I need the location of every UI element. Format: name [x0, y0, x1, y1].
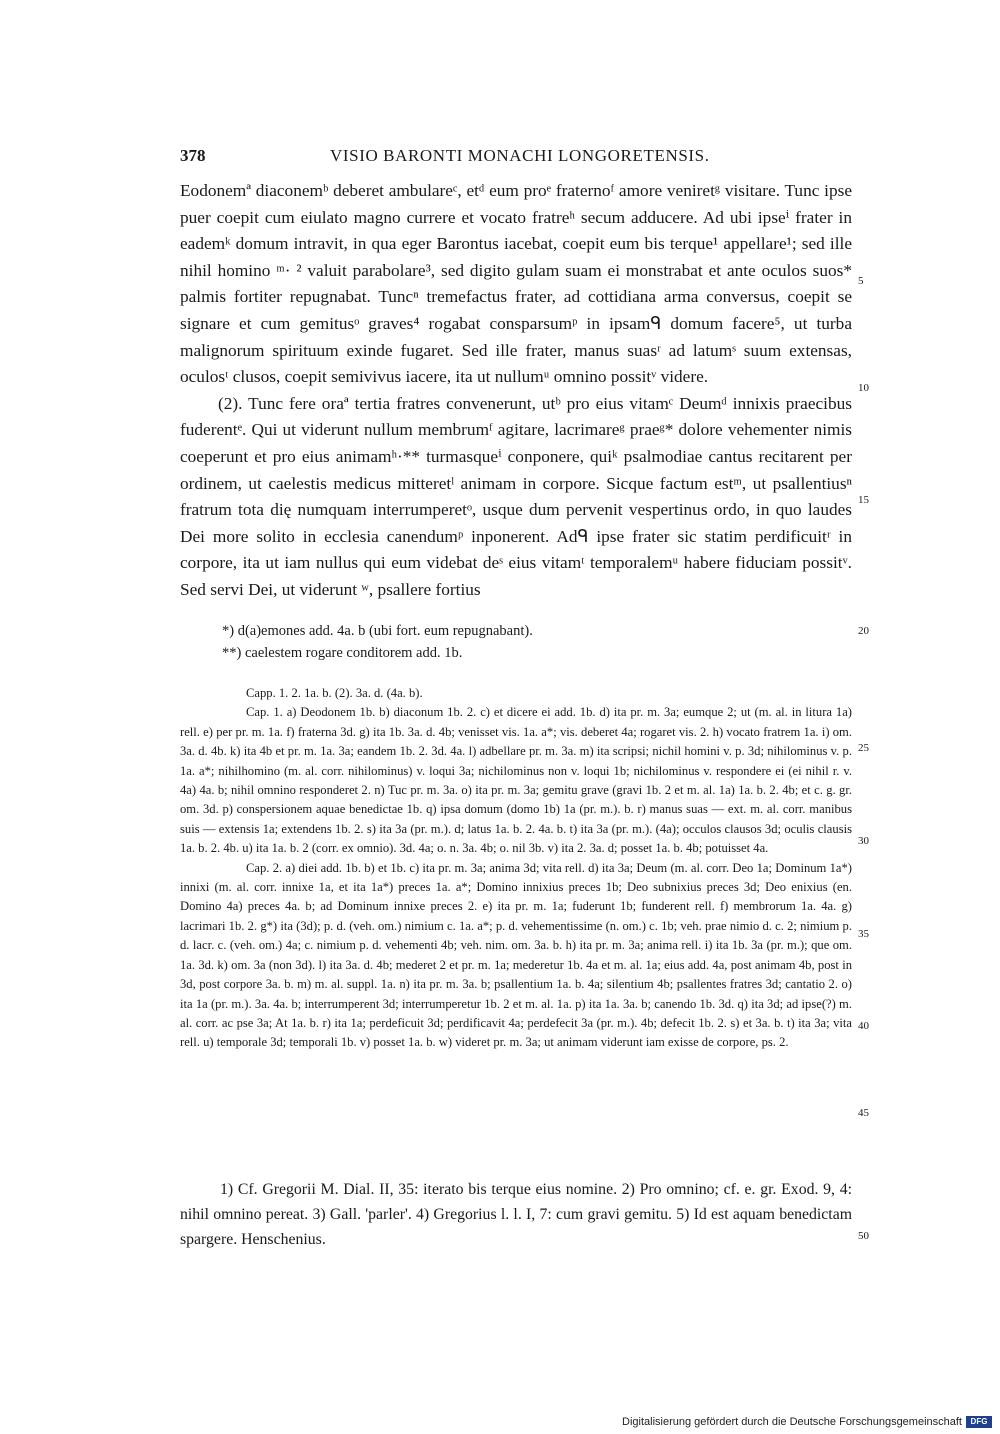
- line-number: 40: [858, 1020, 869, 1032]
- apparatus-cap-2: Cap. 2. a) diei add. 1b. b) et 1b. c) ita pr. m. 3a; anima 3d; vita rell. d) ita 3a; Deum (m. al. corr. Deo 1a; Dominum 1a*) innixi (m. al. corr. innixe 1a, et ita 1a*) preces 1a. a*; Domino innixius preces 1b; Deo subnixius preces 3d; Deo enixius (en. Domino 4a) preces 4a. b; ad Dominum innixe preces 2. e) ita pr. m. 1a; fuderunt 1b; funderent rell. f) membrorum 1a. 4a. g) lacrimari 1b. 2. g*) ita (3d); p. d. (veh. om.) nimium c. 1a. a*; p. d. vehementissime (n. om.) c. 1b; veh. prae nimio d. c. 2; nimium p. d. lacr. c. (veh. om.) 4a; c. nimium p. d. vehementi 4b; veh. nim. om. 3a. b. h) ita pr. m. 3a; anima rell. i) ita 1b. 3a (pr. m.); que om. 1a. 3d. k) om. 3a (non 3d). l) ita 3a. d. 4b; mederet 2 et pr. m. 1a; mederetur 1b. 4a et m. al. 1a; eius add. 4a, post animam 4b, post in 3d, post corpore 3a. b. m) m. al. suppl. 1a. n) ita pr. m. 3a. b; psallentium 1a. b. 4a; silentium 4b; psallentes fratres 3d; cantatio 2. o) ita 1a (pr. m.). 3a. 4a. b; interrumperent 3d; interrumperetur 1b. 2 et m. al. 1a. p) ita 1a. 3a. b; canendo 1b. 3d. q) ita 3d; ad ipse(?) m. al. corr. ac pse 3a; At 1a. b. r) ita 1a; perdeficuit 3d; perdificavit 4a; perdefecit 3a (pr. m.). 4b; defecit 1b. 2. s) et 3a. b. t) ita 3a; vita rell. u) temporale 3d; temporali 1b. v) posset 1a. b. w) videret pr. m. 3a; ut animam viderunt iam exisse de corpore, ps. 2.: [180, 860, 852, 1050]
- footnote-block: 1) Cf. Gregorii M. Dial. II, 35: iterato bis terque eius nomine. 2) Pro omnino; cf. e. gr. Exod. 9, 4: nihil omnino pereat. 3) Gall. 'parler'. 4) Gregorius l. l. I, 7: cum gravi gemitu. 5) Id est aquam benedictam spargere. Henschenius.: [180, 1181, 852, 1248]
- line-number: 45: [858, 1107, 869, 1119]
- main-text: [180, 178, 852, 604]
- digitization-credit-text: Digitalisierung gefördert durch die Deutsche Forschungsgemeinschaft: [622, 1416, 962, 1428]
- line-number: 35: [858, 928, 869, 940]
- line-number: 50: [858, 1230, 869, 1242]
- star-note-1: *) d(a)emones add. 4a. b (ubi fort. eum repugnabant).: [222, 623, 533, 639]
- critical-apparatus: [180, 684, 852, 1053]
- running-title: VISIO BARONTI MONACHI LONGORETENSIS.: [330, 146, 710, 165]
- page-number: 378: [180, 146, 206, 165]
- main-paragraph-2: (2). Tunc fere oraª tertia fratres convenerunt, utᵇ pro eius vitamᶜ Deumᵈ innixis praecibus fuderentᵉ. Qui ut viderunt nullum membrumᶠ agitare, lacrimareᵍ praeᵍ* dolore vehementer nimis coeperunt et pro eius animamʰ·** turmasqueⁱ conponere, quiᵏ psalmodiae cantus recitarent per ordinem, ut caelestis medicus mitteretˡ animam in corpore. Sicque factum estᵐ, ut psallentiusⁿ fratrum tota dię numquam interrumperetᵒ, usque dum pervenit vespertinus ordo, in quo laudes Dei more solito in ecclesia canendumᵖ inponerent. Adᑫ ipse frater sic statim perdificuitʳ in corpore, ita ut iam nullus qui eum videbat deˢ eius vitamᵗ temporalemᵘ habere fiduciam possitᵛ. Sed servi Dei, ut viderunt ʷ, psallere fortius: [180, 393, 852, 599]
- apparatus-capp: Capp. 1. 2. 1a. b. (2). 3a. d. (4a. b).: [246, 686, 423, 700]
- dfg-logo-icon: DFG: [966, 1416, 992, 1428]
- line-number: 30: [858, 835, 869, 847]
- line-number: 5: [858, 275, 864, 287]
- digitization-credit: [622, 1416, 992, 1428]
- line-number: 10: [858, 382, 869, 394]
- main-paragraph-1: Eodonemª diaconemᵇ deberet ambulareᶜ, etᵈ eum proᵉ fraternoᶠ amore veniretᵍ visitare. Tunc ipse puer coepit cum eiulato magno currere et vocato fratreʰ secum adducere. Ad ubi ipseⁱ frater in eademᵏ domum intravit, in qua eger Barontus iacebat, coepit eum bis terque¹ appellare¹; sed ille nihil homino ᵐ· ² valuit parabolare³, sed digito gulam suam ei monstrabat et ante oculos suos* palmis fortiter repugnabat. Tuncⁿ tremefactus frater, ad cottidiana arma conversus, coepit se signare et cum gemitusᵒ graves⁴ rogabat consparsumᵖ in ipsamᑫ domum facere⁵, ut turba malignorum spirituum exinde fugaret. Sed ille frater, manus suasʳ ad latumˢ suum extensas, oculosᵗ clusos, coepit semivivus iacere, ita ut nullumᵘ omnino possitᵛ videre.: [180, 181, 852, 387]
- line-number: 25: [858, 742, 869, 754]
- line-number: 20: [858, 625, 869, 637]
- editorial-star-notes: [180, 620, 852, 664]
- footnotes: [180, 1177, 852, 1252]
- star-note-2: **) caelestem rogare conditorem add. 1b.: [222, 645, 463, 661]
- line-number: 15: [858, 494, 869, 506]
- apparatus-cap-1: Cap. 1. a) Deodonem 1b. b) diaconum 1b. 2. c) et dicere ei add. 1b. d) ita pr. m. 3a; eumque 2; ut (m. al. in litura 1a) rell. e) per pr. m. 1a. f) fraterna 3d. g) ita 1b. 3a. d. 4b; venisset vis. 1a. a*; vis. deberet 4a; rogaret vis. 2. h) vocato fratrem 1a. i) om. 3a. d. 4b. k) ita 4b et pr. m. 1a. 3a; eandem 1b. 2. 3d. 4a. l) adbellare pr. m. 3a. m) ita scripsi; nichil homini v. p. 3d; nihilominus v. p. 1a. a*; nihilhomino (m. al. corr. nihilominus) v. loqui 3a; nichilominus non v. loqui 1b; nichilominus v. respondere ei (ei nihil r. v. 4a) 4a. b; nihil omnino responderet 2. n) Tuc pr. m. 3a. o) ita pr. m. 3a; gemitu grave (gravi 1b. 2 et m. al. 1a) 1a. b. 2. 4b; et c. g. gr. om. 3d. p) conspersionem aquae benedictae 1b. q) ipsa domum (domo 1b) 1a (pr. m.). b. r) manus suas — ext. m. al. corr. manibus suis — extensis 1a; extendens 1b. 2. s) ita 3a (pr. m.). d; latus 1a. b. 2. 4a. b. t) ita 3a (pr. m.). (4a); occulos clausos 3d; oculis clausis 1a. b. 2. 4b. u) ita 1a. b. 2 (corr. ex omnio). 3d. 4a; o. n. 3a. 4b; o. nil 3b. v) ita 2. 3a. d; posset 1a. b. 4b; potuisset 4a.: [180, 705, 852, 856]
